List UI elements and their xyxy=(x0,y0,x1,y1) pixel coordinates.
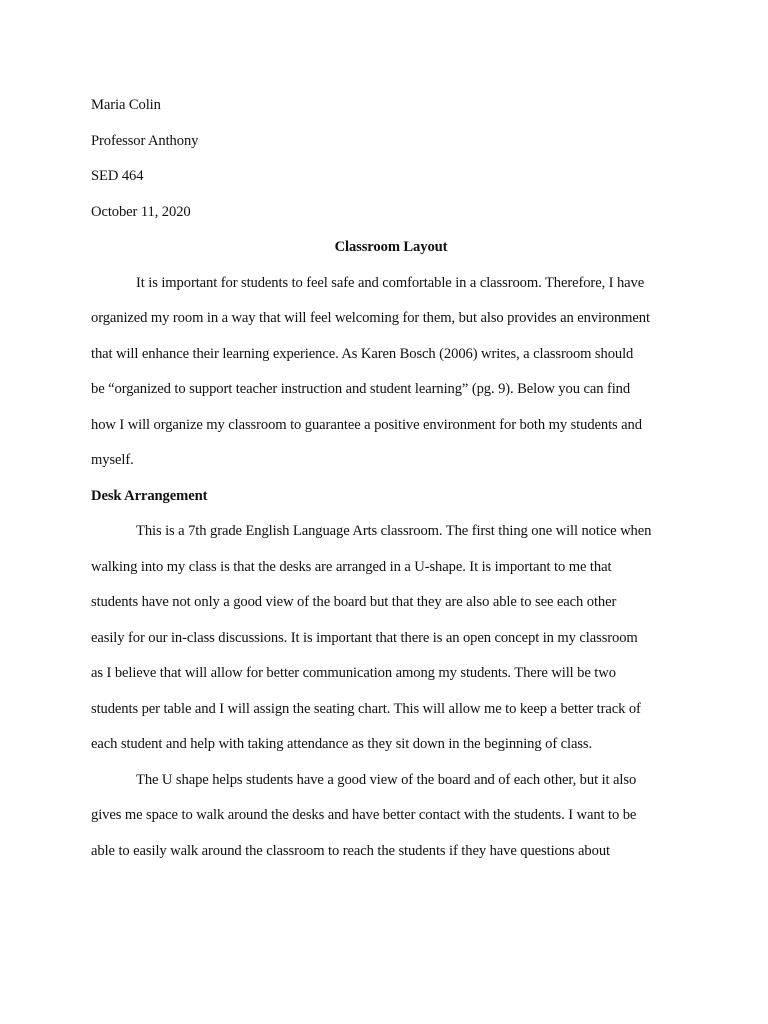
document-date: October 11, 2020 xyxy=(91,203,191,220)
desk-p1-line: as I believe that will allow for better communication among my students. There will be two xyxy=(91,665,616,681)
section-heading-desk-arrangement: Desk Arrangement xyxy=(91,487,208,504)
desk-paragraph-1 xyxy=(91,514,691,763)
desk-p1-line: students have not only a good view of the board but that they are also able to see each other xyxy=(91,594,617,610)
intro-line: It is important for students to feel safe and comfortable in a classroom. Therefore, I have xyxy=(136,274,645,291)
desk-p1-line: each student and help with taking attendance as they sit down in the beginning of class. xyxy=(91,736,593,752)
course-code: SED 464 xyxy=(91,168,144,184)
document-title: Classroom Layout xyxy=(334,239,448,255)
desk-p2-line: able to easily walk around the classroom to reach the students if they have questions about xyxy=(91,842,610,859)
intro-line: myself. xyxy=(91,452,134,468)
desk-paragraph-2 xyxy=(91,763,691,870)
desk-p1-line: easily for our in-class discussions. It is important that there is an open concept in my classroom xyxy=(91,629,638,646)
professor-name: Professor Anthony xyxy=(91,132,199,149)
intro-line: that will enhance their learning experience. As Karen Bosch (2006) writes, a classroom should xyxy=(91,345,634,362)
student-name: Maria Colin xyxy=(91,97,161,113)
intro-paragraph xyxy=(91,266,691,479)
desk-p2-line: gives me space to walk around the desks and have better contact with the students. I want to be xyxy=(91,807,637,823)
intro-line: how I will organize my classroom to guarantee a positive environment for both my students and xyxy=(91,416,642,433)
desk-p2-line: The U shape helps students have a good view of the board and of each other, but it also xyxy=(136,771,637,788)
intro-line: be “organized to support teacher instruction and student learning” (pg. 9). Below you can find xyxy=(91,381,631,397)
document-body xyxy=(91,88,691,869)
intro-line: organized my room in a way that will feel welcoming for them, but also provides an environment xyxy=(91,310,650,326)
desk-p1-line: walking into my class is that the desks are arranged in a U-shape. It is important to me that xyxy=(91,558,612,575)
desk-p1-line: students per table and I will assign the seating chart. This will allow me to keep a better track of xyxy=(91,700,641,717)
desk-p1-line: This is a 7th grade English Language Arts classroom. The first thing one will notice when xyxy=(136,523,652,539)
